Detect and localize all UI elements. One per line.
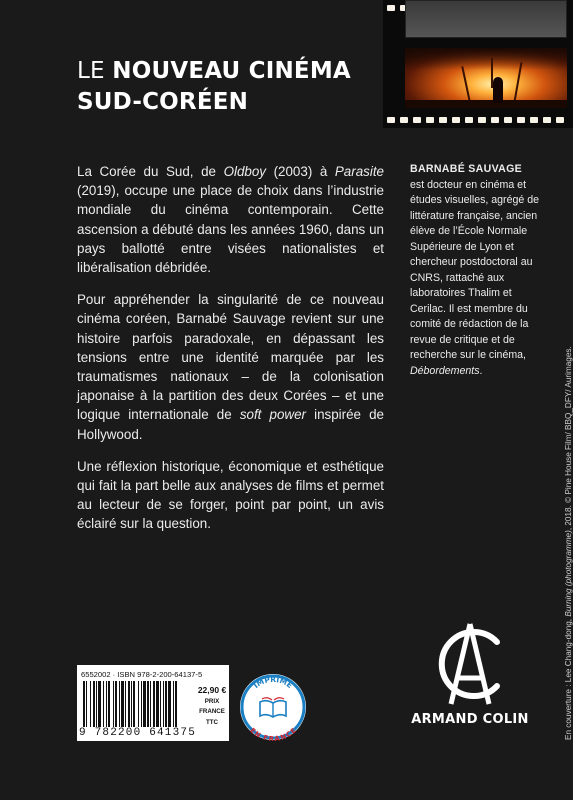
blurb-paragraph-2 [77,290,384,444]
barcode-bar [133,681,135,727]
barcode-bar [125,681,126,727]
film-perforation [426,117,434,123]
price-value: 22,90 € [197,685,227,695]
film-perforation [556,117,564,123]
film-perforations-bottom [383,115,573,125]
blurb-paragraph-2-run-0: Pour appréhender la singularité de ce nouveau cinéma coréen, Barnabé Sauvage revient sur une histoire parfois paradoxale, en dépassant les tensions entre une identité marquée par les traumatismes nationaux – de la colonisation japonaise à la partition des deux Corées – et une logique internationale de [77,292,384,423]
barcode-bar [96,681,97,727]
blurb-paragraph-1-run-1: Oldboy [223,164,266,179]
barcode-bar [138,681,139,727]
cover-photo-credit [564,346,573,740]
ean-barcode [83,681,191,727]
barcode-bar [147,681,149,727]
author-bio [410,162,550,379]
book-title [77,56,351,118]
author-bio-text-run-1: Débordements [410,364,480,377]
blurb-paragraph-1-run-2: (2003) à [266,164,335,179]
barcode-bar [90,681,91,727]
price-label-france: FRANCE [199,708,225,716]
barcode-bar [160,681,161,727]
cover-photo-credit-run-1: Burning (photogramme) [564,530,573,617]
film-perforation [452,117,460,123]
title-article: LE [77,58,113,84]
film-perforation [400,117,408,123]
title-line-2: SUD-CORÉEN [77,89,249,115]
silhouette-figure [493,77,503,103]
barcode-bar [115,681,117,727]
blurb-paragraph-1-run-4: (2019), occupe une place de choix dans l’industrie mondiale du cinéma contemporain. Cette ascension a débuté dans les années 1960, dans un pays ballotté entre visées nationalistes et libéralisation débridée. [77,183,384,276]
film-perforation [478,117,486,123]
barcode-bar [175,681,177,727]
blurb-paragraph-2-run-2: inspirée de Hollywood. [77,407,384,442]
barcode-bar [106,681,107,727]
barcode-bar [131,681,132,727]
blurb-paragraph-1-run-3: Parasite [334,164,384,179]
author-bio-text-run-0: est docteur en cinéma et études visuelles, agrégé de littérature française, ancien élève de l’École Normale Supérieure de Lyon et chercheur postdoctoral au CNRS, rattaché aux laboratoires Thalim et Cerilac. Il est membre du comité de rédaction de la revue de critique et de recherche sur le cinéma, [410,178,539,361]
barcode-bar [165,681,167,727]
publisher-logo [410,620,530,727]
armand-colin-monogram-icon [435,620,505,708]
seal-bottom-text: EN FRANCE [248,726,298,742]
barcode-bar [83,681,85,727]
barcode-bar [168,681,171,727]
blurb-paragraph-3-run-0: Une réflexion historique, économique et esthétique qui fait la part belle aux analyses de films et permet au lecteur de se forger, point par point, un avis éclairé sur la question. [77,458,384,532]
film-perforation [465,117,473,123]
back-cover-blurb [77,162,384,547]
barcode-bar [113,681,114,727]
barcode-bar [141,681,142,727]
imprime-en-france-seal [238,672,308,742]
blurb-paragraph-1-run-0: La Corée du Sud, de [77,164,224,179]
film-perforation [413,117,421,123]
barcode-bar [173,681,174,727]
author-bio-text [410,179,539,377]
barcode-bar [128,681,130,727]
barcode-bar [163,681,164,727]
film-perforation [530,117,538,123]
seal-top-text: IMPRIMÉ [251,674,295,691]
barcode-bar [153,681,155,727]
barcode-bar [143,681,146,727]
isbn-line: 6552002 · ISBN 978-2-200-64137-5 [81,670,203,679]
barcode-bar [121,681,124,727]
film-perforation [491,117,499,123]
blurb-paragraph-3 [77,457,384,534]
author-name: BARNABÉ SAUVAGE [410,163,523,175]
author-bio-text-run-2: . [479,364,483,377]
film-frame-top [405,0,567,38]
film-perforation [439,117,447,123]
film-perforation [504,117,512,123]
publisher-name: ARMAND COLIN [411,712,529,727]
cover-photo-credit-run-2: , 2018. © Pine House Film/ BBQ_DFY/ Aurimages. [564,346,573,531]
barcode-bar [93,681,95,727]
price-label-prix: PRIX [204,698,220,705]
barcode-bar [119,681,120,727]
barcode-bar [98,681,101,727]
barcode-bar [156,681,159,727]
film-perforation [387,5,395,11]
barcode-bar [150,681,151,727]
barcode-bar [108,681,110,727]
barcode-bar [103,681,104,727]
barcode-digits: 9 782200 641375 [79,727,197,739]
title-line-1: NOUVEAU CINÉMA [112,58,351,84]
cover-photo-credit-run-0: En couverture : Lee Chang-dong, [564,616,573,740]
film-strip-image [383,0,573,128]
film-perforation [387,117,395,123]
blurb-paragraph-1 [77,162,384,277]
film-perforation [517,117,525,123]
price-label-ttc: TTC [205,718,219,726]
barcode-bar [86,681,87,727]
price-label [195,683,229,727]
film-perforation [543,117,551,123]
blurb-paragraph-2-run-1: soft power [239,407,306,423]
cover-still-burning-house [405,48,567,108]
